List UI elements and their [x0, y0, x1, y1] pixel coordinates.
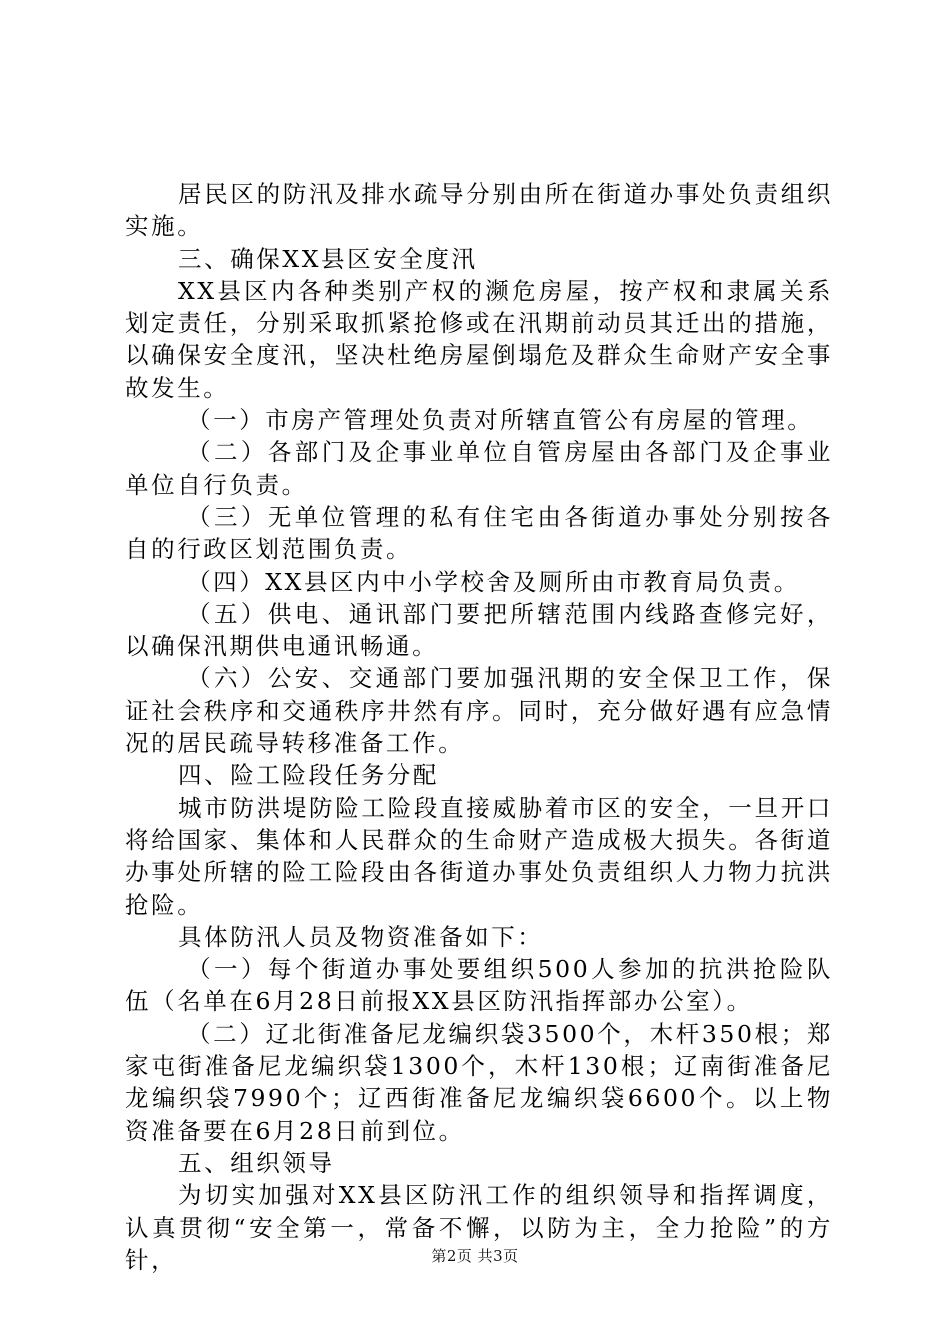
list-item-housing-office: （一）市房产管理处负责对所辖直管公有房屋的管理。	[187, 406, 814, 435]
section-heading-5: 五、组织领导	[178, 1148, 335, 1177]
list-item-private-housing: （三）无单位管理的私有住宅由各街道办事处分别按各自的行政区划范围负责。	[125, 502, 833, 564]
document-body	[125, 178, 833, 1276]
section-heading-4: 四、险工险段任务分配	[178, 761, 439, 790]
list-item-police-traffic: （六）公安、交通部门要加强汛期的安全保卫工作，保证社会秩序和交通秩序井然有序。同时，充分做好遇有应急情况的居民疏导转移准备工作。	[125, 664, 833, 758]
paragraph-preparation-intro: 具体防汛人员及物资准备如下：	[178, 922, 544, 951]
paragraph-drainage-responsibility: 居民区的防汛及排水疏导分别由所在街道办事处负责组织实施。	[125, 180, 833, 241]
page-number: 第2页 共3页	[431, 1247, 519, 1265]
list-item-materials: （二）辽北街准备尼龙编织袋3500个，木杆350根；郑家屯街准备尼龙编织袋1300个，木杆130根；辽南街准备尼龙编织袋7990个；辽西街准备尼龙编织袋6600个。以上物资准备要在6月28日前到位。	[125, 1019, 833, 1145]
paragraph-dangerous-sections: 城市防洪堤防险工险段直接威胁着市区的安全，一旦开口将给国家、集体和人民群众的生命财产造成极大损失。各街道办事处所辖的险工险段由各街道办事处负责组织人力物力抗洪抢险。	[125, 793, 833, 919]
paragraph-dangerous-houses: XX县区内各种类别产权的濒危房屋，按产权和隶属关系划定责任，分别采取抓紧抢修或在汛期前动员其迁出的措施，以确保安全度汛，坚决杜绝房屋倒塌危及群众生命财产安全事故发生。	[125, 276, 833, 402]
paragraph-leadership: 为切实加强对XX县区防汛工作的组织领导和指挥调度，认真贯彻“安全第一，常备不懈，以防为主，全力抢险”的方针，	[125, 1181, 833, 1274]
list-item-schools: （四）XX县区内中小学校舍及厕所由市教育局负责。	[187, 567, 800, 596]
section-heading-3: 三、确保XX县区安全度汛	[178, 244, 478, 273]
list-item-rescue-team: （一）每个街道办事处要组织500人参加的抗洪抢险队伍（名单在6月28日前报XX县区防汛指挥部办公室）。	[125, 955, 833, 1016]
list-item-self-managed-housing: （二）各部门及企事业单位自管房屋由各部门及企事业单位自行负责。	[125, 438, 833, 499]
list-item-power-telecom: （五）供电、通讯部门要把所辖范围内线路查修完好，以确保汛期供电通讯畅通。	[125, 599, 833, 661]
